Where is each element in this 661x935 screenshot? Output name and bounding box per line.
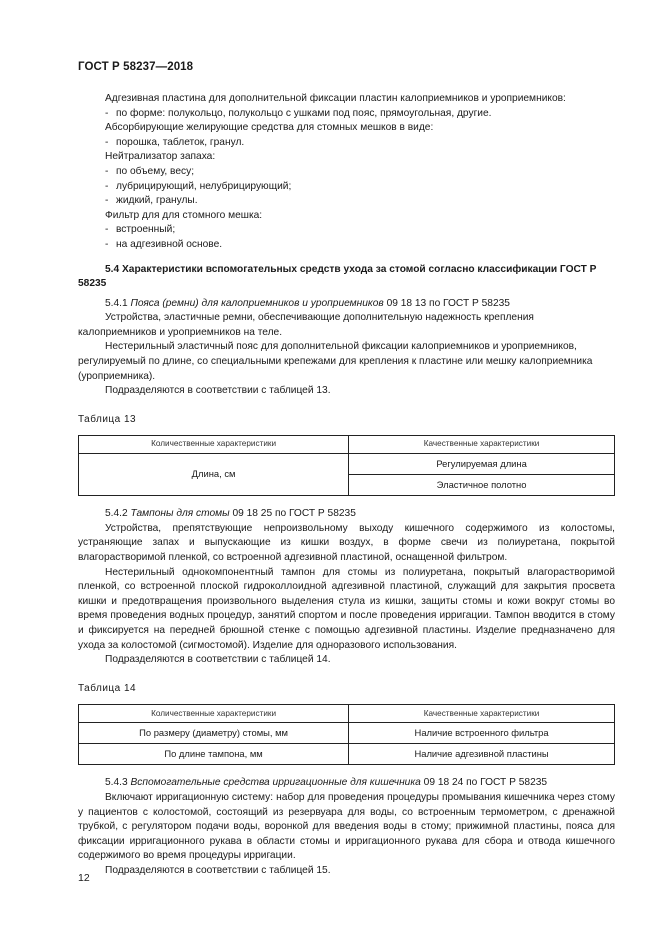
page-content [78, 92, 615, 879]
table-cell: Наличие адгезивной пластины [349, 744, 615, 765]
table-cell: Длина, см [79, 454, 349, 496]
paragraph: Устройства, препятствующие непроизвольному выходу кишечного содержимого из колостомы, устраняющие запах и выпускающие из кишки воздух, в форме свечи из полиуретана, покрытой влагорастворимой пленкой, со встроенной адгезивной пластиной, оснащенной фильтром. [78, 522, 615, 564]
neutral-title: Нейтрализатор запаха: [105, 151, 216, 163]
list-item: - встроенный; [105, 224, 176, 236]
table-row [79, 723, 615, 744]
paragraph: Подразделяются в соответствии с таблицей 15. [105, 864, 331, 876]
page-number: 12 [78, 872, 90, 884]
table-cell: Регулируемая длина [349, 454, 615, 475]
table-header-cell: Количественные характеристики [79, 436, 349, 454]
paragraph: Подразделяются в соответствии с таблицей 14. [105, 654, 331, 666]
list-item: - по объему, весу; [105, 165, 195, 177]
list-item: - лубрицирующий, нелубрицирующий; [105, 180, 292, 192]
paragraph: Подразделяются в соответствии с таблицей 13. [105, 385, 331, 397]
paragraph: Устройства, эластичные ремни, обеспечивающие дополнительную надежность крепления калоприемников и уроприемников на теле. [78, 312, 534, 338]
subsection-5-4-3-title: 5.4.3 Вспомогательные средства ирригационные для кишечника 09 18 24 по ГОСТ Р 58235 [105, 777, 548, 789]
table-14-caption: Таблица 14 [78, 682, 137, 694]
paragraph: Нестерильный однокомпонентный тампон для стомы из полиуретана, покрытый влагорастворимой пленкой, со встроенной плоской гидроколлоидной адгезивной пластиной, служащий для закрытия просвета кишки и предотвращения произвольного выделения стула из кишки, защиты стомы и кожи вокруг стомы во время проведения водных процедур, занятий спортом и после проведения ирригации. Тампон вводится в стому и фиксируется на передней брюшной стенке с помощью адгезивной пластины. Изделие предназначено для ухода за колостомой (сигмостомой). Изделие для одноразового использования. [78, 566, 615, 651]
subsection-5-4-1-title: 5.4.1 Пояса (ремни) для калоприемников и уроприемников 09 18 13 по ГОСТ Р 58235 [105, 297, 510, 309]
table-header-cell: Количественные характеристики [79, 705, 349, 723]
paragraph: Включают ирригационную систему: набор для проведения процедуры промывания кишечника через стому у пациентов с колостомой, состоящий из резервуара для воды, со встроенным термометром, с дренажной трубкой, с регулятором подачи воды, воронкой для введения воды в стому; прижимной пластины, пояса для фиксации ирригационного рукава в области стомы и ирригационного рукава для сбора и отвода кишечного содержимого во время процедуры ирригации. [78, 792, 615, 862]
section-heading-5-4: 5.4 Характеристики вспомогательных средств ухода за стомой согласно классификации ГОСТ Р 58235 [78, 263, 597, 289]
paragraph: Нестерильный эластичный пояс для дополнительной фиксации калоприемников и уроприемников, регулируемый по длине, со специальными крепежами для крепления к пластине или мешку калоприемника (уроприемника). [78, 341, 593, 382]
list-item: - по форме: полукольцо, полукольцо с ушками под пояс, прямоугольная, другие. [105, 107, 492, 119]
subsection-5-4-2-title: 5.4.2 Тампоны для стомы 09 18 25 по ГОСТ Р 58235 [105, 508, 356, 520]
table-row [79, 744, 615, 765]
adhesive-title: Адгезивная пластина для дополнительной фиксации пластин калоприемников и уроприемников: [105, 93, 566, 104]
absorb-title: Абсорбирующие желирующие средства для стомных мешков в виде: [105, 122, 434, 134]
table-header-cell: Качественные характеристики [349, 705, 615, 723]
filter-title: Фильтр для для стомного мешка: [105, 209, 263, 221]
table-cell: По размеру (диаметру) стомы, мм [79, 723, 349, 744]
list-item: - жидкий, гранулы. [105, 195, 198, 207]
list-item: - на адгезивной основе. [105, 238, 223, 250]
table-header-cell: Качественные характеристики [349, 436, 615, 454]
table-cell: По длине тампона, мм [79, 744, 349, 765]
table-cell: Эластичное полотно [349, 475, 615, 496]
table-13-caption: Таблица 13 [78, 413, 137, 425]
table-cell: Наличие встроенного фильтра [349, 723, 615, 744]
document-header: ГОСТ Р 58237—2018 [78, 61, 194, 73]
table-14 [78, 704, 615, 765]
table-13 [78, 435, 615, 496]
list-item: - порошка, таблеток, гранул. [105, 136, 245, 148]
